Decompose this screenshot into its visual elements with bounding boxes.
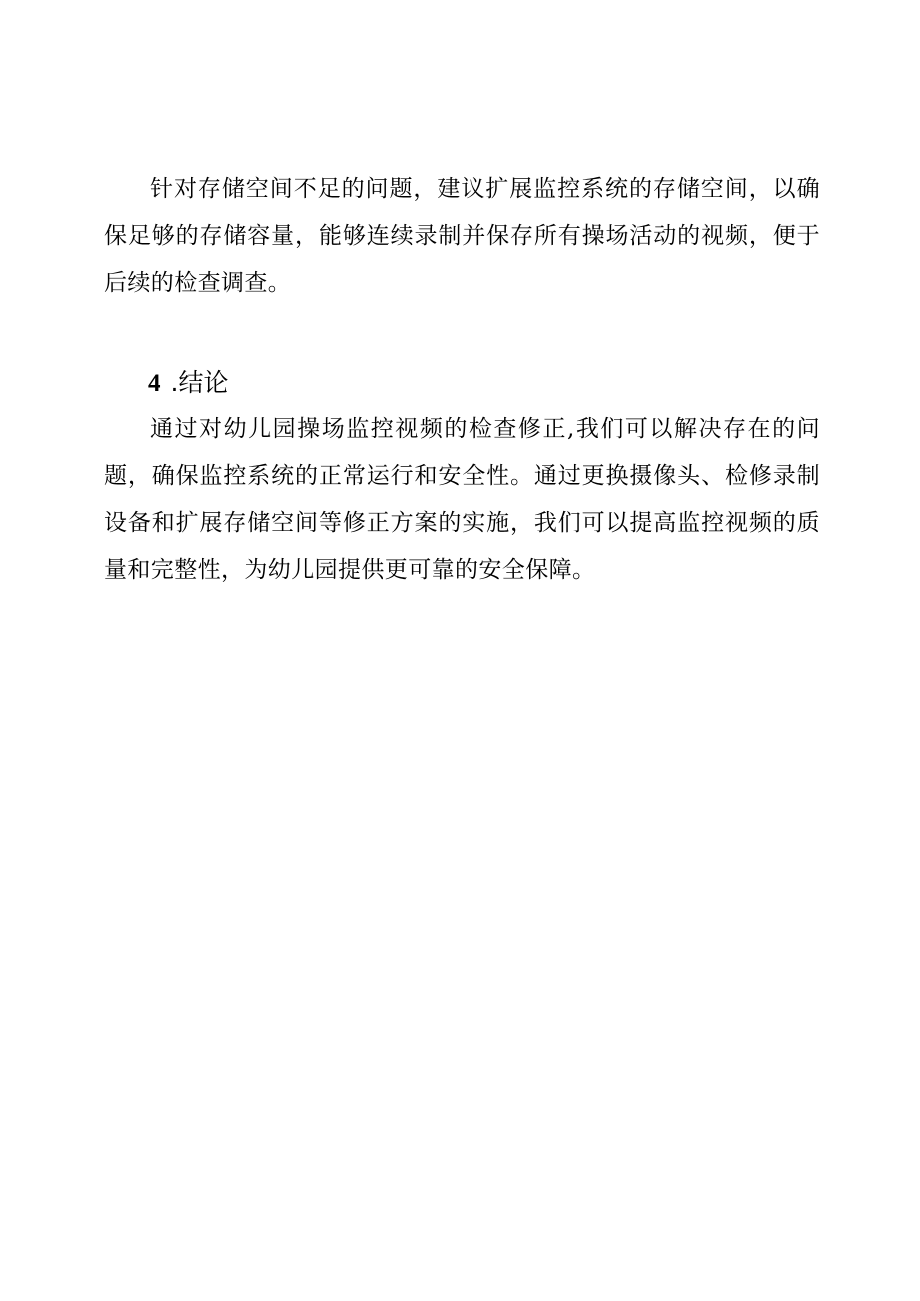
section-number: 4: [148, 370, 161, 397]
page-content: [104, 166, 820, 594]
section-heading-conclusion: [104, 363, 820, 404]
paragraph-conclusion: 通过对幼儿园操场监控视频的检查修正,我们可以解决存在的问题，确保监控系统的正常运行和安全性。通过更换摄像头、检修录制设备和扩展存储空间等修正方案的实施，我们可以提高监控视频的质量和完整性，为幼儿园提供更可靠的安全保障。: [104, 416, 820, 583]
section-title: .结论: [170, 368, 229, 397]
paragraph-storage-recommendation: 针对存储空间不足的问题，建议扩展监控系统的存储空间，以确保足够的存储容量，能够连续录制并保存所有操场活动的视频，便于后续的检查调查。: [104, 176, 820, 296]
